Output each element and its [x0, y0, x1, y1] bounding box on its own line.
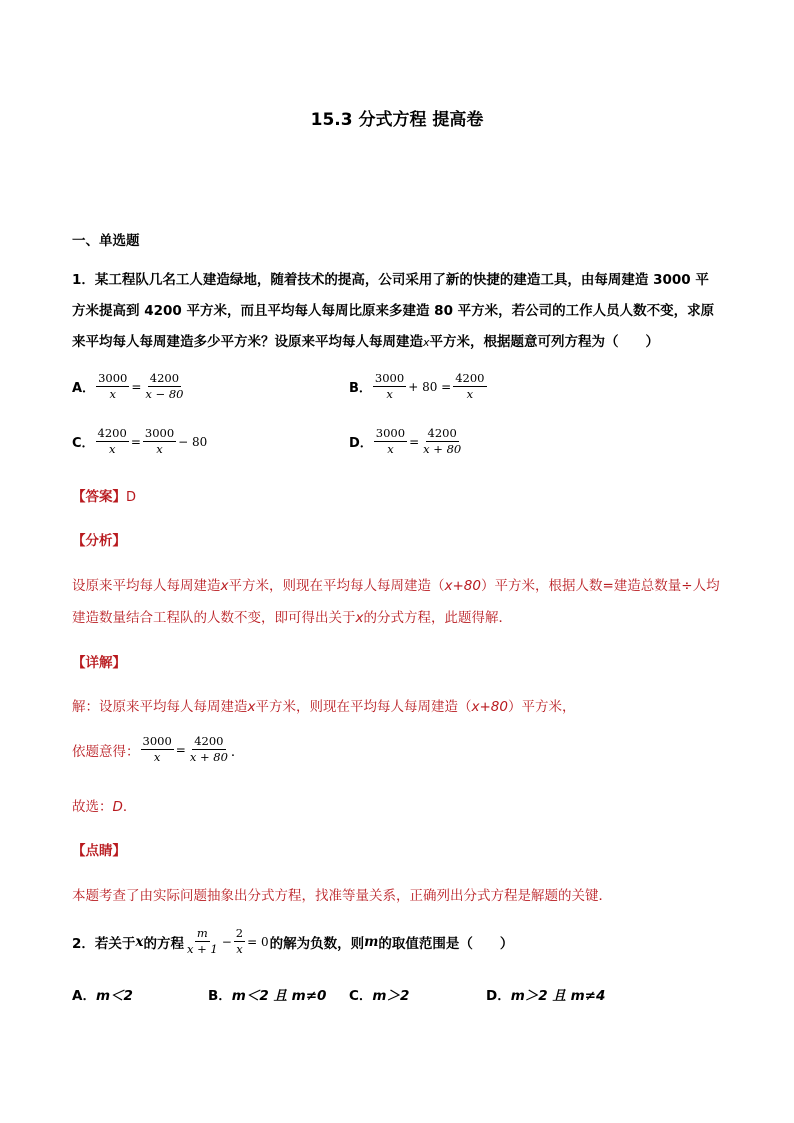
q2-option-b[interactable]: B．m＜2 且 m≠0 — [208, 988, 327, 1004]
fraction: $\frac{4200}{x}$ — [455, 371, 485, 402]
q1-analysis-line2: 建造数量结合工程队的人数不变，即可得出关于x的分式方程，此题得解． — [72, 610, 512, 626]
q1-choose: 故选：D． — [72, 799, 137, 815]
q1-option-c[interactable]: C． $\frac{4200}{x}$ = $\frac{3000}{x}$ − 80 — [72, 426, 208, 457]
fraction: $\frac{2}{x}$ — [235, 926, 244, 957]
q1-detail-line1: 解：设原来平均每人每周建造x平方米，则现在平均每人每周建造（x+80）平方米， — [72, 699, 576, 715]
page-title: 15.3 分式方程 提高卷 — [310, 110, 484, 130]
q2-stem: 2．若关于 x 的方程 $\frac{m}{x + 1}$ − $\frac{2}{x}$ = 0 的解为负数，则 m 的取值范围是（ ） — [72, 926, 514, 957]
fraction: $\frac{3000}{x}$ — [142, 734, 172, 765]
q1-analysis-line1: 设原来平均每人每周建造x平方米，则现在平均每人每周建造（x+80）平方米，根据人数=建造总数量÷人均 — [72, 578, 720, 594]
fraction: $\frac{m}{x + 1}$ — [186, 926, 218, 957]
fraction: $\frac{3000}{x}$ — [374, 371, 405, 402]
q1-detail-equation: 依题意得： $\frac{3000}{x}$ = $\frac{4200}{x + 80}$ ． — [72, 734, 245, 765]
fraction: $\frac{4200}{x}$ — [97, 426, 127, 457]
fraction: $\frac{4200}{x - 80}$ — [145, 371, 184, 402]
q1-stem-line3: 来平均每人每周建造多少平方米？设原来平均每人每周建造x平方米，根据题意可列方程为（ ） — [72, 334, 660, 350]
q2-option-c[interactable]: C．m＞2 — [349, 988, 410, 1004]
q1-stem-line2: 方米提高到 4200 平方米，而且平均每人每周比原来多建造 80 平方米，若公司的工作人员人数不变，求原 — [72, 303, 715, 319]
q1-option-d[interactable]: D． $\frac{3000}{x}$ = $\frac{4200}{x + 80}$ — [349, 426, 462, 457]
q2-option-a[interactable]: A．m＜2 — [72, 988, 133, 1004]
fraction: $\frac{4200}{x + 80}$ — [189, 734, 228, 765]
section-heading: 一、单选题 — [72, 233, 140, 249]
q1-analysis-tag: 【分析】 — [72, 533, 126, 549]
fraction: $\frac{3000}{x}$ — [98, 371, 128, 402]
fraction: $\frac{3000}{x}$ — [144, 426, 175, 457]
q1-point-text: 本题考查了由实际问题抽象出分式方程，找准等量关系，正确列出分式方程是解题的关键． — [72, 888, 612, 904]
fraction: $\frac{4200}{x + 80}$ — [423, 426, 462, 457]
q1-detail-tag: 【详解】 — [72, 655, 126, 671]
q1-point-tag: 【点睛】 — [72, 843, 126, 859]
q1-answer: 【答案】D — [72, 489, 137, 505]
q2-option-d[interactable]: D．m＞2 且 m≠4 — [486, 988, 606, 1004]
q1-var-x: x — [423, 336, 430, 349]
q1-stem-line1: 1．某工程队几名工人建造绿地，随着技术的提高，公司采用了新的快捷的建造工具，由每周建造 3000 平 — [72, 272, 709, 288]
q1-option-a[interactable]: A． $\frac{3000}{x}$ = $\frac{4200}{x - 80}$ — [72, 371, 184, 402]
fraction: $\frac{3000}{x}$ — [375, 426, 406, 457]
q1-option-b[interactable]: B． $\frac{3000}{x}$ + 80 = $\frac{4200}{x}$ — [349, 371, 485, 402]
